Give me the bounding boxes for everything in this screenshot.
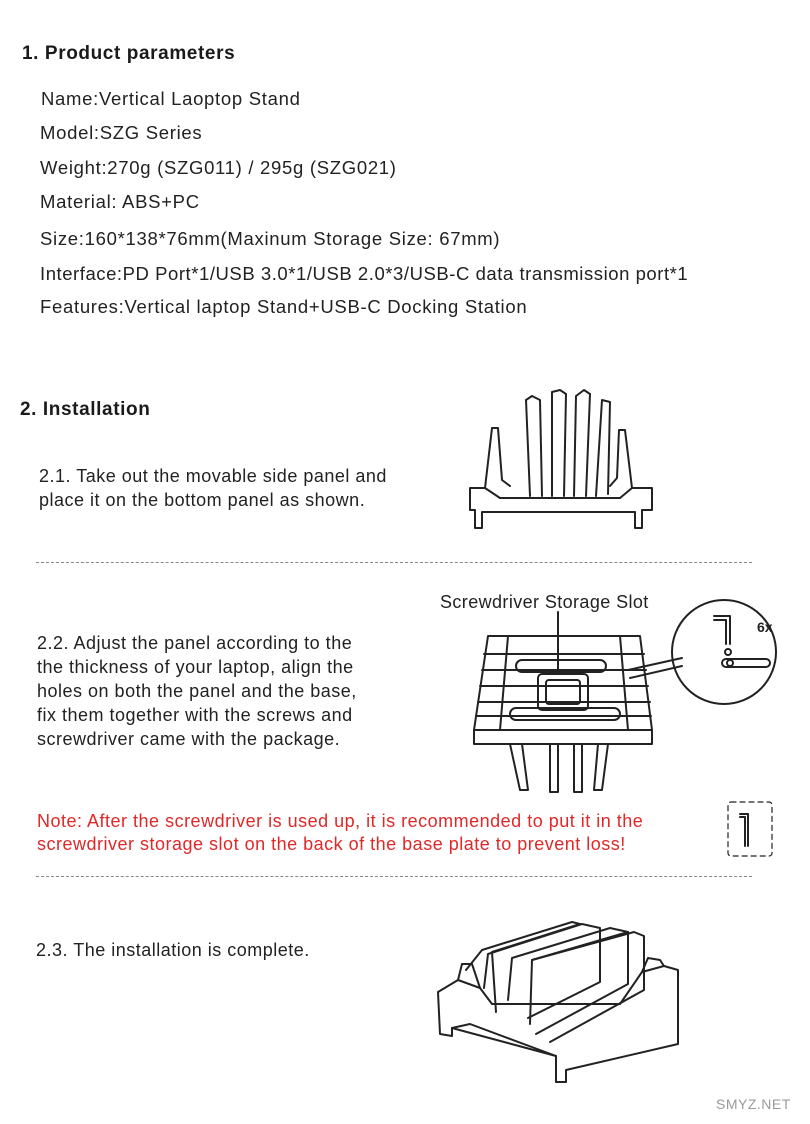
side-panel-placement-illustration (460, 388, 660, 536)
screw-quantity-badge: 6x (757, 619, 773, 635)
screwdriver-icon (726, 800, 774, 858)
storage-slot-callout: Screwdriver Storage Slot (440, 592, 649, 612)
note-line: screwdriver storage slot on the back of the base plate to prevent loss! (37, 834, 626, 854)
step-2-2-line: 2.2. Adjust the panel according to the (37, 633, 353, 653)
param-features: Features:Vertical laptop Stand+USB-C Docking Station (40, 296, 528, 317)
step-2-3-text: 2.3. The installation is complete. (36, 940, 310, 960)
param-weight: Weight:270g (SZG011) / 295g (SZG021) (40, 157, 397, 178)
dashed-divider (36, 876, 752, 877)
param-size: Size:160*138*76mm(Maxinum Storage Size: 67mm) (40, 228, 501, 249)
dashed-divider (36, 562, 752, 563)
note-line: Note: After the screwdriver is used up, it is recommended to put it in the (37, 811, 644, 831)
step-2-2-line: screwdriver came with the package. (37, 729, 341, 749)
param-interface: Interface:PD Port*1/USB 3.0*1/USB 2.0*3/USB-C data transmission port*1 (40, 263, 689, 284)
param-name: Name:Vertical Laoptop Stand (41, 88, 301, 109)
step-2-2-line: the thickness of your laptop, align the (37, 657, 354, 677)
step-2-1-text (39, 464, 439, 512)
step-2-1-line: 2.1. Take out the movable side panel and (39, 466, 387, 486)
param-model: Model:SZG Series (40, 122, 203, 143)
base-plate-back-illustration (460, 612, 800, 802)
param-material: Material: ABS+PC (40, 191, 200, 212)
section-title-parameters: 1. Product parameters (22, 43, 236, 64)
step-2-2-line: fix them together with the screws and (37, 705, 353, 725)
step-2-1-line: place it on the bottom panel as shown. (39, 490, 366, 510)
section-title-installation: 2. Installation (20, 399, 151, 420)
assembled-stand-illustration (432, 914, 684, 1086)
step-2-2-line: holes on both the panel and the base, (37, 681, 357, 701)
watermark: SMYZ.NET (716, 1096, 791, 1112)
note-text (37, 810, 717, 856)
step-2-2-text (37, 631, 427, 751)
